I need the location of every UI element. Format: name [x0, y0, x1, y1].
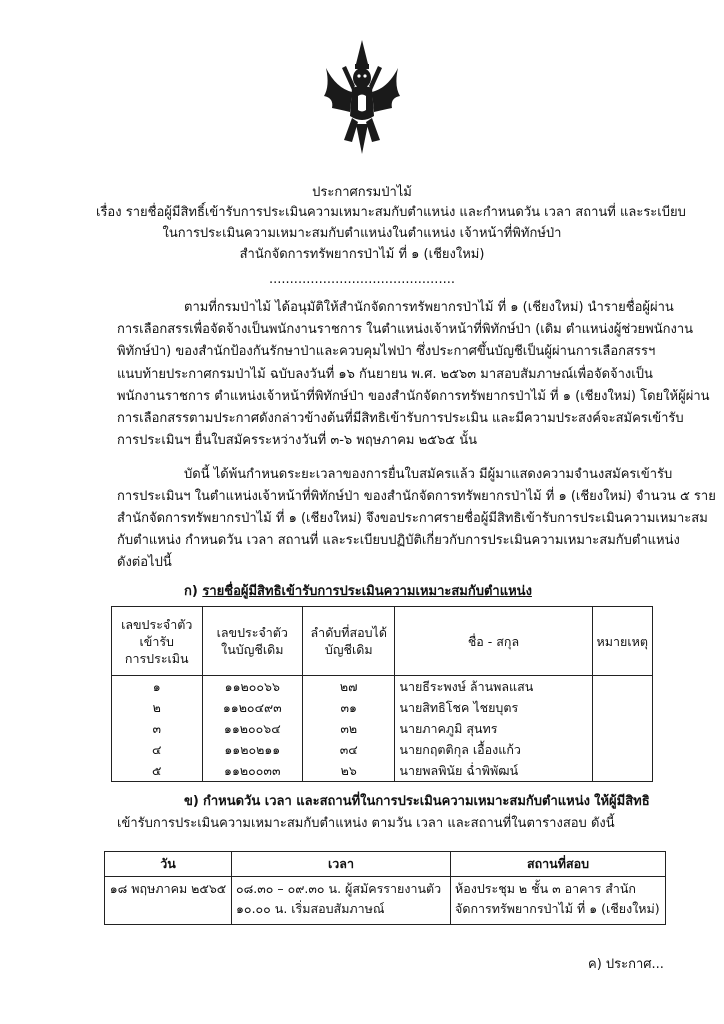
candidates-table — [111, 606, 653, 782]
para1-line: การเลือกสรรตามประกาศดังกล่าวข้างต้นที่มีสิทธิเข้ารับการประเมิน และมีความประสงค์จะสมัครเข้ารับ — [117, 411, 684, 426]
cell-time — [232, 877, 451, 925]
agency-title: ประกาศกรมป่าไม้ — [312, 185, 412, 200]
subject-text-1: รายชื่อผู้มีสิทธิ์เข้ารับการประเมินความเหมาะสมกับตำแหน่ง และกำหนดวัน เวลา สถานที่ และระเบียบ — [125, 205, 686, 220]
table-row — [112, 760, 653, 782]
time-line-1: ๐๘.๓๐ – ๐๙.๓๐ น. ผู้สมัครรายงานตัว — [236, 881, 442, 896]
para2-line: บัดนี้ ได้พ้นกำหนดระยะเวลาของการยื่นใบสมัครแล้ว มีผู้มาแสดงความจำนงสมัครเข้ารับ — [184, 467, 673, 482]
cell-name: นายสิทธิโชค ไชยบุตร — [395, 697, 592, 718]
table-row — [112, 739, 653, 760]
cell-rank: ๓๔ — [303, 739, 395, 760]
cell-no: ๔ — [112, 739, 203, 760]
section-b-heading — [184, 792, 650, 811]
table-header-row — [112, 607, 653, 676]
cell-old-id: ๑๑๒๐๐๓๓ — [202, 760, 303, 782]
header-note: หมายเหตุ — [592, 607, 652, 676]
header-candidate-no: เลขประจำตัว เข้ารับ การประเมิน — [112, 607, 203, 676]
cell-no: ๕ — [112, 760, 203, 782]
schedule-table — [104, 851, 666, 925]
header-date: วัน — [105, 852, 232, 877]
para2-line: ดังต่อไปนี้ — [117, 555, 172, 570]
cell-no: ๑ — [112, 676, 203, 698]
schedule-row — [105, 877, 666, 925]
cell-old-id: ๑๑๒๐๒๑๑ — [202, 739, 303, 760]
cell-rank: ๓๒ — [303, 718, 395, 739]
para2-line: การประเมินฯ ในตำแหน่งเจ้าหน้าที่พิทักษ์ป่า ของสำนักจัดการทรัพยากรป่าไม้ ที่ ๑ (เชียงใหม่) จำนวน ๕ ราย — [117, 489, 716, 504]
para1-line: พิทักษ์ป่า) ของสำนักป้องกันรักษาป่าและควบคุมไฟป่า ซึ่งประกาศขึ้นบัญชีเป็นผู้ผ่านการเลือกสรรฯ — [117, 344, 656, 359]
para2-line: สำนักจัดการทรัพยากรป่าไม้ ที่ ๑ (เชียงใหม่) จึงขอประกาศรายชื่อผู้มีสิทธิเข้ารับการประเมินความเหมาะสม — [117, 511, 708, 526]
section-b-title: กำหนดวัน เวลา และสถานที่ในการประเมินความเหมาะสมกับตำแหน่ง — [202, 794, 590, 809]
cell-date: ๑๘ พฤษภาคม ๒๕๖๕ — [105, 877, 232, 925]
subject-line-2: ในการประเมินความเหมาะสมกับตำแหน่งในตำแหน่ง เจ้าหน้าที่พิทักษ์ป่า — [162, 226, 562, 241]
para1-line: การเลือกสรรเพื่อจัดจ้างเป็นพนักงานราชการ ในตำแหน่งเจ้าหน้าที่พิทักษ์ป่า (เดิม ตำแหน่งผู้ช่วยพนักงาน — [117, 322, 694, 337]
section-b-line2: เข้ารับการประเมินความเหมาะสมกับตำแหน่ง ตามวัน เวลา และสถานที่ในตารางสอบ ดังนี้ — [117, 816, 615, 831]
cell-rank: ๒๖ — [303, 760, 395, 782]
section-b-title-tail: ให้ผู้มีสิทธิ — [594, 794, 650, 809]
table-row — [112, 676, 653, 698]
cell-no: ๒ — [112, 697, 203, 718]
time-line-2: ๑๐.๐๐ น. เริ่มสอบสัมภาษณ์ — [236, 901, 385, 916]
place-line-2: จัดการทรัพยากรป่าไม้ ที่ ๑ (เชียงใหม่) — [455, 901, 660, 916]
cell-rank: ๒๗ — [303, 676, 395, 698]
subject-prefix: เรื่อง — [96, 205, 122, 220]
garuda-emblem — [322, 38, 402, 156]
cell-note — [592, 760, 652, 782]
header-old-rank: ลำดับที่สอบได้ บัญชีเดิม — [303, 607, 395, 676]
para1-line: พนักงานราชการ ตำแหน่งเจ้าหน้าที่พิทักษ์ป่า ของสำนักจัดการทรัพยากรป่าไม้ ที่ ๑ (เชียงใหม่) โดยให้ผู้ผ่าน — [117, 389, 710, 404]
table-row — [112, 697, 653, 718]
cell-name: นายธีระพงษ์ ล้านพลแสน — [395, 676, 592, 698]
continuation-note: ค) ประกาศ... — [588, 957, 664, 972]
cell-note — [592, 739, 652, 760]
para1-line: แนบท้ายประกาศกรมป่าไม้ ฉบับลงวันที่ ๑๖ กันยายน พ.ศ. ๒๕๖๓ มาสอบสัมภาษณ์เพื่อจัดจ้างเป็น — [117, 367, 653, 382]
cell-place — [451, 877, 666, 925]
subject-line-1 — [96, 203, 686, 222]
table-row — [112, 718, 653, 739]
cell-rank: ๓๑ — [303, 697, 395, 718]
cell-old-id: ๑๑๒๐๔๙๓ — [202, 697, 303, 718]
place-line-1: ห้องประชุม ๒ ชั้น ๓ อาคาร สำนัก — [455, 881, 636, 896]
section-a-label: ก) — [184, 584, 198, 599]
section-a-heading — [184, 582, 532, 601]
cell-name: นายพลพินัย ฉ่ำพิพัฒน์ — [395, 760, 592, 782]
separator-dots: ............................................. — [269, 272, 455, 287]
para1-line: ตามที่กรมป่าไม้ ได้อนุมัติให้สำนักจัดการทรัพยากรป่าไม้ ที่ ๑ (เชียงใหม่) นำรายชื่อผู้ผ่าน — [184, 300, 674, 315]
section-a-title: รายชื่อผู้มีสิทธิเข้ารับการประเมินความเหมาะสมกับตำแหน่ง — [202, 584, 532, 599]
subject-line-3: สำนักจัดการทรัพยากรป่าไม้ ที่ ๑ (เชียงใหม่) — [239, 247, 485, 262]
para1-line: การประเมินฯ ยื่นใบสมัครระหว่างวันที่ ๓-๖ พฤษภาคม ๒๕๖๕ นั้น — [117, 433, 478, 448]
cell-note — [592, 676, 652, 698]
header-name: ชื่อ - สกุล — [395, 607, 592, 676]
para2-line: กับตำแหน่ง กำหนดวัน เวลา สถานที่ และระเบียบปฏิบัติเกี่ยวกับการประเมินความเหมาะสมกับตำแหน่ง — [117, 533, 680, 548]
schedule-header-row — [105, 852, 666, 877]
cell-name: นายกฤตติกุล เอื้องแก้ว — [395, 739, 592, 760]
header-place: สถานที่สอบ — [451, 852, 666, 877]
cell-name: นายภาคภูมิ สุนทร — [395, 718, 592, 739]
cell-no: ๓ — [112, 718, 203, 739]
cell-note — [592, 697, 652, 718]
header-time: เวลา — [232, 852, 451, 877]
section-b-label: ข) — [184, 794, 199, 809]
cell-old-id: ๑๑๒๐๐๖๖ — [202, 676, 303, 698]
cell-old-id: ๑๑๒๐๐๖๔ — [202, 718, 303, 739]
header-old-id: เลขประจำตัว ในบัญชีเดิม — [202, 607, 303, 676]
cell-note — [592, 718, 652, 739]
